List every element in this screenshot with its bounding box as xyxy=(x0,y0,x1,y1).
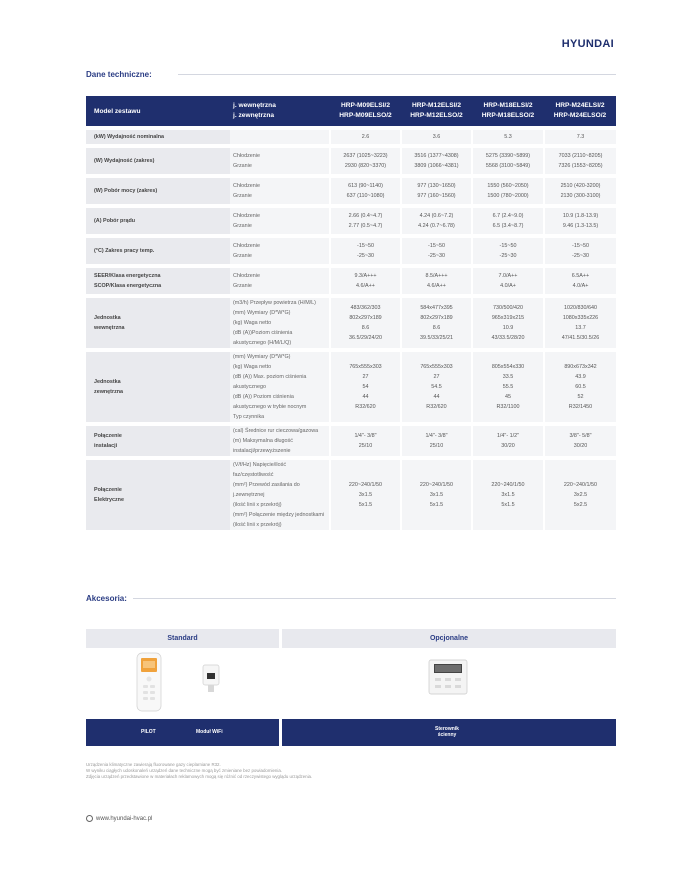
footnote-2: W wyniku ciągłych udoskonaleń urządzeń dane techniczne mogą być zmieniane bez powiadomienia. xyxy=(86,768,282,773)
section-title-accessories: Akcesoria: xyxy=(86,594,127,603)
spec-value: 220~240/1/50 3x2.5 5x2.5 xyxy=(544,460,616,530)
website-link[interactable] xyxy=(86,815,152,822)
brand-logo: HYUNDAI xyxy=(561,38,614,50)
footnote-1: Urządzenia klimatyczne zawierają fluorowane gazy cieplarniane R32. xyxy=(86,762,221,767)
spec-row-label: (W) Pobór mocy (zakres) xyxy=(86,178,230,204)
spec-value: -15~50 -25~30 xyxy=(472,238,544,264)
wifi-label: Moduł WiFi xyxy=(196,729,223,735)
spec-row-label: (A) Pobór prądu xyxy=(86,208,230,234)
spec-row-sublabel: Chłodzenie Grzanie xyxy=(230,178,330,204)
spec-row-sublabel: (m3/h) Przepływ powietrza (H/M/L) (mm) Wymiary (D*W*G) (kg) Waga netto (dB (A))Poziom ciśnienia akustycznego (H/M/L/Q) xyxy=(230,298,330,348)
spec-header-row xyxy=(86,96,616,126)
header-model-2: HRP-M12ELSI/2 HRP-M12ELSO/2 xyxy=(401,96,472,126)
spec-value: 1/4"- 3/8" 25/10 xyxy=(330,426,401,456)
wall-controller-label: Sterownik ścienny xyxy=(435,726,459,738)
spec-row-sublabel: (mm) Wymiary (D*W*G) (kg) Waga netto (dB (A)) Max. poziom ciśnienia akustycznego (dB (A)) Poziom ciśnienia akustycznego w trybie nocnym Typ czynnika xyxy=(230,352,330,422)
spec-row xyxy=(86,426,616,456)
spec-value: 2.6 xyxy=(330,130,401,144)
spec-value: 1550 (560~2050) 1500 (780~2000) xyxy=(472,178,544,204)
spec-value: 1/4"- 3/8" 25/10 xyxy=(401,426,472,456)
spec-value: -15~50 -25~30 xyxy=(401,238,472,264)
accessories-optional-header: Opcjonalne xyxy=(282,629,616,648)
spec-row xyxy=(86,238,616,264)
spec-row-sublabel: (V/f/Hz) Napięcie/ilość faz/częstotliwość (mm²) Przewód zasilania do j.zewnętrznej (ilość linii x przekrój) (mm²) Połączenie między jednostkami (ilość linii x przekrój) xyxy=(230,460,330,530)
spec-value: 3.6 xyxy=(401,130,472,144)
globe-icon xyxy=(86,815,93,822)
section-title-specs: Dane techniczne: xyxy=(86,70,152,79)
accessories-standard-header: Standard xyxy=(86,629,279,648)
spec-row-label: SEER/Klasa energetyczna SCOP/Klasa energetyczna xyxy=(86,268,230,294)
wall-controller-image xyxy=(427,658,471,698)
spec-row-label: Jednostka zewnętrzna xyxy=(86,352,230,422)
spec-row-sublabel: (cal) Średnice rur cieczowa/gazowa (m) Maksymalna długość instalacji/przewyższenie xyxy=(230,426,330,456)
spec-value: 7.3 xyxy=(544,130,616,144)
spec-row-sublabel: Chłodzenie Grzanie xyxy=(230,268,330,294)
spec-value: 220~240/1/50 3x1.5 5x1.5 xyxy=(401,460,472,530)
spec-row xyxy=(86,352,616,422)
spec-row xyxy=(86,268,616,294)
remote-control-image xyxy=(135,652,165,714)
spec-value: 220~240/1/50 3x1.5 5x1.5 xyxy=(330,460,401,530)
spec-value: 6.5A++ 4.0/A+ xyxy=(544,268,616,294)
spec-value: 2.66 (0.4~4.7) 2.77 (0.5~4.7) xyxy=(330,208,401,234)
spec-row xyxy=(86,208,616,234)
spec-value: 2637 (1025~3223) 2930 (820~3370) xyxy=(330,148,401,174)
spec-row-sublabel: Chłodzenie Grzanie xyxy=(230,208,330,234)
spec-value: 890x673x342 43.9 60.5 52 R32/1450 xyxy=(544,352,616,422)
footnote-3: Zdjęcia urządzeń przedstawione w materiałach reklamowych mogą się różnić od rzeczywistego wyglądu urządzenia. xyxy=(86,774,313,779)
header-model-1: HRP-M09ELSI/2 HRP-M09ELSO/2 xyxy=(330,96,401,126)
spec-row-label: (W) Wydajność (zakres) xyxy=(86,148,230,174)
spec-value: 4.24 (0.6~7.2) 4.24 (0.7~6.78) xyxy=(401,208,472,234)
spec-value: 1/4"- 1/2" 30/20 xyxy=(472,426,544,456)
header-model-4: HRP-M24ELSI/2 HRP-M24ELSO/2 xyxy=(544,96,616,126)
spec-value: 765x555x303 27 54.5 44 R32/620 xyxy=(401,352,472,422)
spec-value: 8.5/A+++ 4.6/A++ xyxy=(401,268,472,294)
spec-value: 9.3/A+++ 4.6/A++ xyxy=(330,268,401,294)
spec-value: 7033 (2110~8205) 7326 (1553~8205) xyxy=(544,148,616,174)
footnotes xyxy=(86,762,312,780)
accessories-optional-footer xyxy=(282,719,616,746)
spec-row xyxy=(86,298,616,348)
spec-value: 7.0/A++ 4.0/A+ xyxy=(472,268,544,294)
website-text: www.hyundai-hvac.pl xyxy=(96,816,153,823)
header-outdoor: j. zewnętrzna xyxy=(233,112,275,119)
spec-value: 6.7 (2.4~9.0) 6.5 (3.4~8.7) xyxy=(472,208,544,234)
spec-value: 5.3 xyxy=(472,130,544,144)
spec-value: 3/8"- 5/8" 30/20 xyxy=(544,426,616,456)
spec-row-sublabel xyxy=(230,130,330,144)
header-unit-types xyxy=(230,96,330,126)
spec-value: 10.9 (1.8-13.9) 9.46 (1.3-13.5) xyxy=(544,208,616,234)
spec-row-label: Jednostka wewnętrzna xyxy=(86,298,230,348)
spec-value: 483/362/303 802x297x189 8.6 36.5/29/24/20 xyxy=(330,298,401,348)
spec-value: 3516 (1377~4308) 3809 (1066~4381) xyxy=(401,148,472,174)
spec-value: 730/500/420 965x319x215 10.9 43/33.5/28/20 xyxy=(472,298,544,348)
wifi-module-image xyxy=(200,664,222,694)
spec-row-label: (°C) Zakres pracy temp. xyxy=(86,238,230,264)
section-divider xyxy=(178,74,616,75)
spec-row-sublabel: Chłodzenie Grzanie xyxy=(230,148,330,174)
spec-value: 613 (90~1140) 637 (110~1080) xyxy=(330,178,401,204)
spec-row xyxy=(86,178,616,204)
spec-row-label: Połączenie instalacji xyxy=(86,426,230,456)
spec-row xyxy=(86,148,616,174)
header-model-3: HRP-M18ELSI/2 HRP-M18ELSO/2 xyxy=(472,96,544,126)
accessories-standard-footer xyxy=(86,719,279,746)
spec-value: 805x554x330 33.5 55.5 45 R32/1100 xyxy=(472,352,544,422)
header-model: Model zestawu xyxy=(86,96,230,126)
spec-value: -15~50 -25~30 xyxy=(544,238,616,264)
spec-value: 2510 (420-3200) 2130 (300-3100) xyxy=(544,178,616,204)
spec-value: 977 (130~1650) 977 (160~1560) xyxy=(401,178,472,204)
spec-value: 220~240/1/50 3x1.5 5x1.5 xyxy=(472,460,544,530)
section-divider-accessories xyxy=(133,598,616,599)
spec-row-sublabel: Chłodzenie Grzanie xyxy=(230,238,330,264)
spec-value: 1020/830/640 1080x335x226 13.7 47/41.5/30.5/26 xyxy=(544,298,616,348)
header-indoor: j. wewnętrzna xyxy=(233,102,276,109)
spec-row-label: (kW) Wydajność nominalna xyxy=(86,130,230,144)
spec-table xyxy=(86,96,616,530)
spec-value: 5275 (3390~5899) 5568 (3100~5849) xyxy=(472,148,544,174)
spec-row xyxy=(86,460,616,530)
spec-row-label: Połączenie Elektryczne xyxy=(86,460,230,530)
pilot-label: PILOT xyxy=(141,729,156,735)
spec-value: 584x477x395 802x297x189 8.6 39.5/33/25/21 xyxy=(401,298,472,348)
spec-value: 765x555x303 27 54 44 R32/620 xyxy=(330,352,401,422)
spec-value: -15~50 -25~30 xyxy=(330,238,401,264)
spec-row xyxy=(86,130,616,144)
